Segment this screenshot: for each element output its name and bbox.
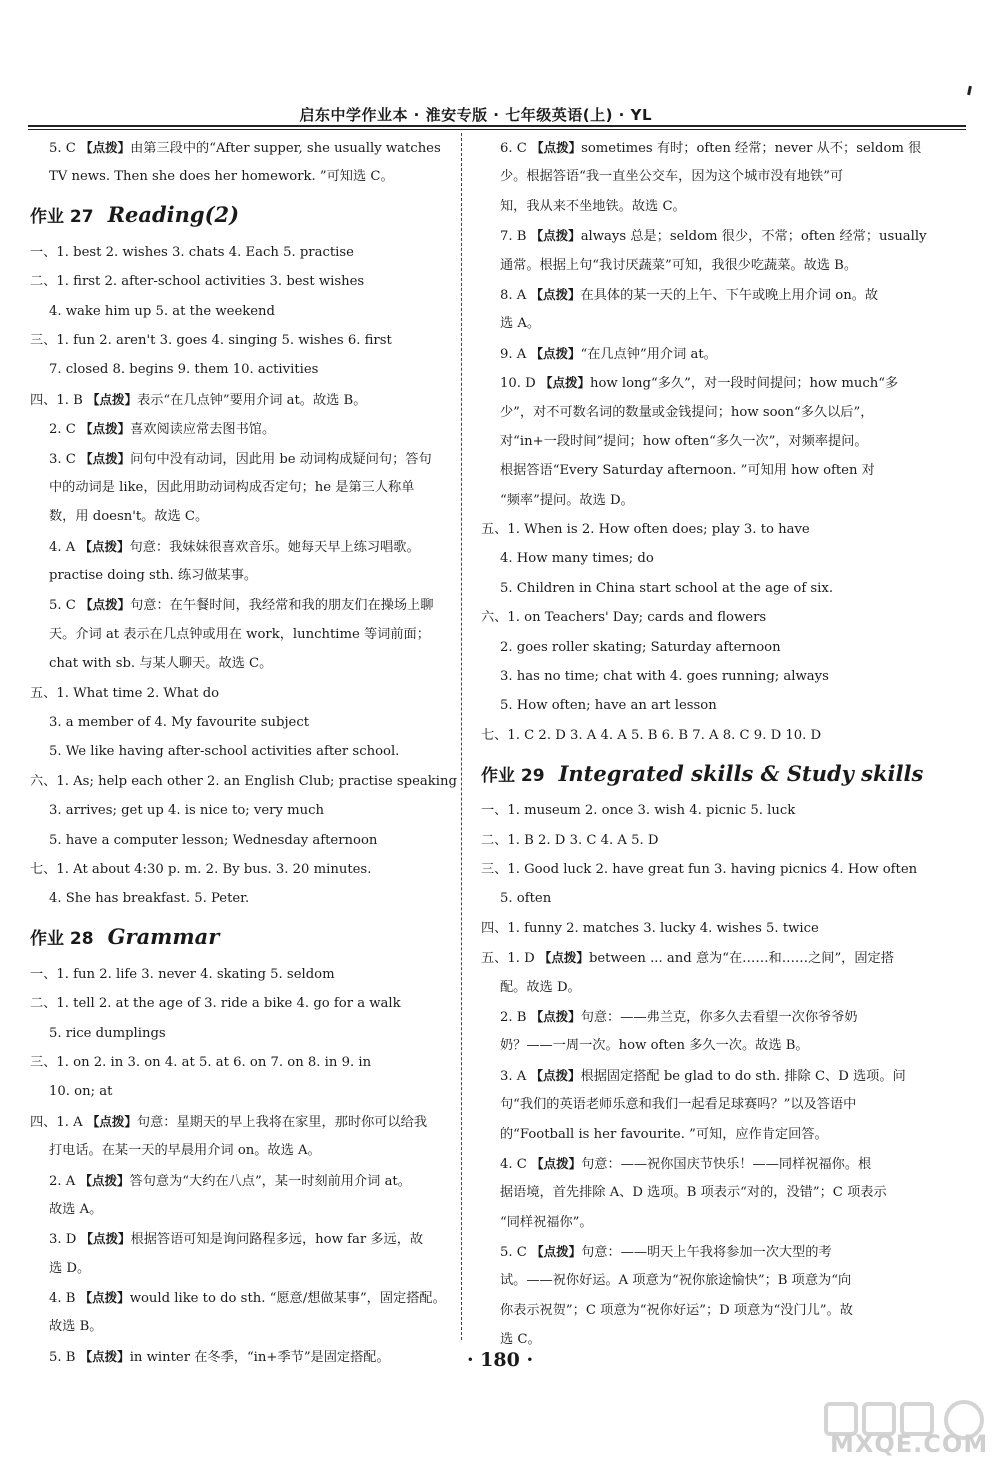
answer-line <box>481 398 890 427</box>
answer-line <box>481 855 918 884</box>
answer-text: 在具体的某一天的上午、下午或晚上用介词 on。故 <box>580 287 879 303</box>
answer-line <box>481 603 890 632</box>
answer-text: 句意：星期天的早上我将在家里，那时你可以给我 <box>136 1114 428 1130</box>
answer-line <box>30 960 440 989</box>
answer-text: 选 C。 <box>500 1332 541 1348</box>
answer-text: 四、1. B <box>30 392 88 408</box>
answer-line <box>30 385 440 414</box>
answer-text: 5. often <box>500 891 552 907</box>
answer-text: “同样祝福你”。 <box>500 1214 593 1230</box>
answer-text: 4. A <box>49 539 80 555</box>
answer-text: 通常。根据上句“我讨厌蔬菜”可知，我很少吃蔬菜。故选 B。 <box>500 257 858 273</box>
answer-line <box>30 297 440 326</box>
answer-text: 句意：——弗兰克，你多久去看望一次你爷爷奶 <box>580 1009 858 1025</box>
answer-text: “在几点钟”用介词 at。 <box>580 346 717 362</box>
answer-text: 3. a member of 4. My favourite subject <box>49 715 310 731</box>
answer-text: in winter 在冬季，“in+季节”是固定搭配。 <box>129 1349 390 1365</box>
answer-line <box>481 973 890 1002</box>
answer-line <box>481 884 890 913</box>
answer-line <box>481 1061 906 1090</box>
answer-text: 五、1. D <box>481 951 539 967</box>
answer-line <box>30 708 440 737</box>
answer-line <box>30 1048 440 1077</box>
answer-line <box>481 1296 890 1325</box>
answer-line <box>30 767 457 796</box>
answer-text: 句“我们的英语老师乐意和我们一起看足球赛吗？”以及答语中 <box>500 1097 857 1113</box>
answer-line <box>30 1283 446 1312</box>
answer-text: 9. A <box>500 346 531 362</box>
hint-tag: 【点拨】 <box>80 421 131 437</box>
answer-text: 天。介词 at 表示在几点钟或用在 work，lunchtime 等词前面； <box>49 626 430 642</box>
hint-tag: 【点拨】 <box>539 375 590 391</box>
answer-text: 2. C <box>49 422 81 438</box>
answer-text: 3. C <box>49 451 81 467</box>
answer-text: 六、1. As; help each other 2. an English Club; practise speaking <box>30 773 457 789</box>
answer-text: 少”，对不可数名词的数量或金钱提问；how soon“多久以后”， <box>500 404 874 420</box>
answer-text: 四、1. funny 2. matches 3. lucky 4. wishes 5. twice <box>481 920 819 936</box>
answer-text: 故选 B。 <box>49 1319 103 1335</box>
answer-text: 故选 A。 <box>49 1201 103 1217</box>
hint-tag: 【点拨】 <box>531 1244 582 1260</box>
answer-text: between ... and 意为“在……和……之间”，固定搭 <box>588 951 894 967</box>
header-rule <box>28 125 966 127</box>
ink-mark <box>967 86 972 95</box>
answer-text: 问句中没有动词，因此用 be 动词构成疑问句；答句 <box>130 451 432 467</box>
answer-text: 二、1. B 2. D 3. C 4. A 5. D <box>481 832 659 848</box>
answer-line <box>30 1136 440 1165</box>
answer-line <box>30 989 440 1018</box>
answer-line <box>481 1266 890 1295</box>
answer-text: 4. wake him up 5. at the weekend <box>49 303 275 319</box>
hint-tag: 【点拨】 <box>86 1113 137 1129</box>
section-number: 作业 27 <box>30 207 94 228</box>
answer-line <box>481 574 890 603</box>
answer-text: 少。根据答语“我一直坐公交车，因为这个城市没有地铁”可 <box>500 169 844 185</box>
answer-text: 数，用 doesn't。故选 C。 <box>49 509 209 525</box>
answer-text: 奶？——一周一次。how often 多久一次。故选 B。 <box>500 1038 809 1054</box>
answer-text: 试。——祝你好运。A 项意为“祝你旅途愉快”；B 项意为“向 <box>500 1273 852 1289</box>
answer-text: 的“Football is her favourite. ”可知，应作肯定回答。 <box>500 1126 828 1142</box>
answer-text: 五、1. What time 2. What do <box>30 685 220 701</box>
answer-line <box>481 427 890 456</box>
hint-tag: 【点拨】 <box>530 1067 581 1083</box>
answer-line <box>30 162 440 191</box>
answer-text: 对“in+一段时间”提问；how often“多久一次”，对频率提问。 <box>500 433 868 449</box>
answer-line <box>481 162 890 191</box>
answer-text: 5. rice dumplings <box>49 1025 166 1041</box>
answer-line <box>481 826 890 855</box>
answer-text: 二、1. tell 2. at the age of 3. ride a bike 4. go for a walk <box>30 996 401 1012</box>
answer-text: 4. How many times; do <box>500 551 654 567</box>
hint-tag: 【点拨】 <box>79 1348 130 1364</box>
answer-text: 一、1. best 2. wishes 3. chats 4. Each 5. practise <box>30 244 354 260</box>
section-title: Grammar <box>107 924 220 950</box>
answer-text: 5. Children in China start school at the age of six. <box>500 580 834 596</box>
answer-line <box>481 544 890 573</box>
answer-text: 7. B <box>500 229 531 245</box>
answer-text: 由第三段中的“After supper, she usually watches <box>130 141 441 156</box>
answer-text: 8. A <box>500 287 531 303</box>
answer-line <box>30 473 440 502</box>
answer-text: would like to do sth. “愿意/想做某事”，固定搭配。 <box>129 1291 446 1307</box>
answer-text: 2. goes roller skating; Saturday afternoon <box>500 639 781 655</box>
answer-text: 4. B <box>49 1291 80 1307</box>
answer-line <box>481 1149 890 1178</box>
answer-line <box>30 884 440 913</box>
answer-text: sometimes 有时；often 经常；never 从不；seldom 很 <box>581 141 922 156</box>
answer-text: 选 A。 <box>500 316 541 332</box>
answer-text: 三、1. fun 2. aren't 3. goes 4. singing 5. wishes 6. first <box>30 332 392 348</box>
answer-line <box>30 326 440 355</box>
hint-tag: 【点拨】 <box>80 140 131 155</box>
answer-line <box>30 679 440 708</box>
answer-text: 6. C <box>500 141 532 156</box>
answer-text: 知，我从来不坐地铁。故选 C。 <box>500 198 686 214</box>
answer-line <box>30 355 440 384</box>
answer-line <box>481 1120 890 1149</box>
answer-line <box>481 633 890 662</box>
answer-text: how long“多久”，对一段时间提问；how much“多 <box>589 376 899 392</box>
watermark-text: MXQE.COM <box>830 1430 989 1458</box>
hint-tag: 【点拨】 <box>530 228 581 244</box>
answer-line <box>481 914 890 943</box>
answer-text: 五、1. When is 2. How often does; play 3. to have <box>481 522 810 538</box>
answer-line <box>30 1077 440 1106</box>
left-column <box>30 133 457 1371</box>
column-divider <box>461 133 462 1340</box>
answer-text: 句意：——祝你国庆节快乐！——同样祝福你。根 <box>581 1156 872 1172</box>
answer-line <box>481 486 890 515</box>
answer-text: 根据答语可知是询问路程多远，how far 多远，故 <box>130 1232 424 1248</box>
answer-text: 中的动词是 like，因此用助动词构成否定句；he 是第三人称单 <box>49 479 415 495</box>
answer-text: 5. have a computer lesson; Wednesday afternoon <box>49 832 378 848</box>
page-number: · 180 · <box>466 1349 534 1371</box>
hint-tag: 【点拨】 <box>80 450 131 466</box>
answer-line <box>30 133 440 162</box>
answer-line <box>481 309 890 338</box>
answer-line <box>30 1195 440 1224</box>
answer-text: 七、1. At about 4:30 p. m. 2. By bus. 3. 20 minutes. <box>30 861 372 877</box>
answer-line <box>481 1237 890 1266</box>
answer-line <box>30 826 440 855</box>
section-number: 作业 29 <box>481 765 545 786</box>
answer-line <box>30 561 440 590</box>
answer-line <box>481 1208 890 1237</box>
answer-line <box>30 1312 440 1341</box>
answer-line <box>30 444 440 473</box>
answer-text: 你表示祝贺”；C 项意为“祝你好运”；D 项意为“没门儿”。故 <box>500 1302 853 1318</box>
answer-text: 一、1. fun 2. life 3. never 4. skating 5. seldom <box>30 966 335 982</box>
answer-line <box>30 649 440 678</box>
answer-line <box>30 1107 440 1136</box>
answer-line <box>30 796 440 825</box>
answer-line <box>481 221 927 250</box>
answer-text: 5. We like having after-school activities after school. <box>49 744 400 760</box>
section-title: Reading(2) <box>107 202 240 228</box>
answer-text: “频率”提问。故选 D。 <box>500 492 634 508</box>
hint-tag: 【点拨】 <box>530 345 581 361</box>
answer-text: 配。故选 D。 <box>500 979 581 995</box>
answer-text: 表示“在几点钟”要用介词 at。故选 B。 <box>137 392 367 408</box>
hint-tag: 【点拨】 <box>538 950 589 966</box>
answer-text: 答句意为“大约在八点”，某一时刻前用介词 at。 <box>129 1173 411 1189</box>
answer-text: 4. She has breakfast. 5. Peter. <box>49 891 250 907</box>
hint-tag: 【点拨】 <box>530 286 581 302</box>
answer-text: chat with sb. 与某人聊天。故选 C。 <box>49 656 273 672</box>
answer-line <box>481 1090 890 1119</box>
answer-line <box>481 339 890 368</box>
answer-line <box>30 267 440 296</box>
answer-line <box>481 456 890 485</box>
answer-text: 根据固定搭配 be glad to do sth. 排除 C、D 选项。问 <box>580 1068 906 1084</box>
answer-text: 5. B <box>49 1349 80 1365</box>
hint-tag: 【点拨】 <box>531 140 582 155</box>
answer-line <box>30 590 440 619</box>
answer-text: 句意：在午餐时间，我经常和我的朋友们在操场上聊 <box>130 598 434 614</box>
answer-line <box>30 1019 440 1048</box>
answer-line <box>481 280 890 309</box>
answer-text: 5. How often; have an art lesson <box>500 698 717 714</box>
answer-text: 打电话。在某一天的早晨用介词 on。故选 A。 <box>49 1143 321 1159</box>
answer-line <box>30 855 440 884</box>
hint-tag: 【点拨】 <box>79 538 130 554</box>
answer-text: TV news. Then she does her homework. ”可知选 C。 <box>49 169 394 185</box>
answer-line <box>481 133 922 162</box>
hint-tag: 【点拨】 <box>530 1008 581 1024</box>
answer-text: 四、1. A <box>30 1114 87 1130</box>
hint-tag: 【点拨】 <box>80 1231 131 1247</box>
section-heading <box>30 192 440 238</box>
answer-text: 4. C <box>500 1156 532 1172</box>
answer-line <box>481 1002 890 1031</box>
answer-line <box>30 1166 440 1195</box>
answer-text: 句意：——明天上午我将参加一次大型的考 <box>581 1245 832 1261</box>
right-column <box>481 133 927 1355</box>
answer-line <box>481 1031 890 1060</box>
hint-tag: 【点拨】 <box>79 1172 130 1188</box>
section-heading <box>481 750 924 796</box>
running-header: 启东中学作业本 · 淮安专版 · 七年级英语(上) · YL <box>299 106 652 124</box>
answer-line <box>481 691 890 720</box>
answer-text: 3. arrives; get up 4. is nice to; very much <box>49 803 324 819</box>
answer-text: 选 D。 <box>49 1260 91 1276</box>
answer-text: always 总是；seldom 很少，不常；often 经常；usually <box>580 229 927 245</box>
hint-tag: 【点拨】 <box>80 597 131 613</box>
answer-text: 根据答语“Every Saturday afternoon. ”可知用 how often 对 <box>500 463 875 479</box>
answer-line <box>481 943 894 972</box>
answer-line <box>30 1254 440 1283</box>
answer-line <box>481 1178 890 1207</box>
answer-line <box>481 796 890 825</box>
answer-text: 七、1. C 2. D 3. A 4. A 5. B 6. B 7. A 8. C 9. D 10. D <box>481 727 822 743</box>
answer-text: 六、1. on Teachers' Day; cards and flowers <box>481 610 767 626</box>
header-rule-thin <box>28 129 966 130</box>
answer-text: 一、1. museum 2. once 3. wish 4. picnic 5. luck <box>481 803 796 819</box>
answer-line <box>30 532 440 561</box>
hint-tag: 【点拨】 <box>531 1155 582 1171</box>
answer-line <box>481 192 890 221</box>
answer-line <box>30 1224 440 1253</box>
answer-text: 三、1. on 2. in 3. on 4. at 5. at 6. on 7. on 8. in 9. in <box>30 1054 372 1070</box>
hint-tag: 【点拨】 <box>87 391 138 407</box>
answer-text: 二、1. first 2. after-school activities 3. best wishes <box>30 274 365 290</box>
section-title: Integrated skills & Study skills <box>558 760 924 786</box>
answer-line <box>481 368 899 397</box>
answer-text: 10. on; at <box>49 1084 113 1100</box>
answer-text: 句意：我妹妹很喜欢音乐。她每天早上练习唱歌。 <box>129 539 420 555</box>
answer-text: 5. C <box>49 598 81 614</box>
answer-line <box>30 737 440 766</box>
answer-text: 3. D <box>49 1232 81 1248</box>
answer-line <box>481 251 890 280</box>
answer-line <box>481 662 890 691</box>
answer-line <box>481 721 890 750</box>
answer-text: 据语境，首先排除 A、D 选项。B 项表示“对的，没错”；C 项表示 <box>500 1185 887 1201</box>
answer-text: 3. A <box>500 1068 531 1084</box>
answer-line <box>30 414 440 443</box>
answer-text: 7. closed 8. begins 9. them 10. activities <box>49 362 319 378</box>
answer-text: 5. C <box>500 1245 532 1261</box>
answer-text: 5. C <box>49 141 81 156</box>
answer-text: 2. A <box>49 1173 80 1189</box>
answer-text: 10. D <box>500 376 540 392</box>
answer-text: 3. has no time; chat with 4. goes running; always <box>500 669 829 685</box>
answer-line <box>30 620 440 649</box>
hint-tag: 【点拨】 <box>79 1290 130 1306</box>
section-heading <box>30 914 440 960</box>
answer-line <box>30 238 440 267</box>
answer-text: practise doing sth. 练习做某事。 <box>49 568 258 584</box>
answer-text: 2. B <box>500 1009 531 1025</box>
section-number: 作业 28 <box>30 929 94 950</box>
answer-text: 三、1. Good luck 2. have great fun 3. having picnics 4. How often <box>481 861 918 877</box>
answer-text: 喜欢阅读应常去图书馆。 <box>130 422 276 438</box>
answer-line <box>30 502 440 531</box>
answer-line <box>481 515 890 544</box>
